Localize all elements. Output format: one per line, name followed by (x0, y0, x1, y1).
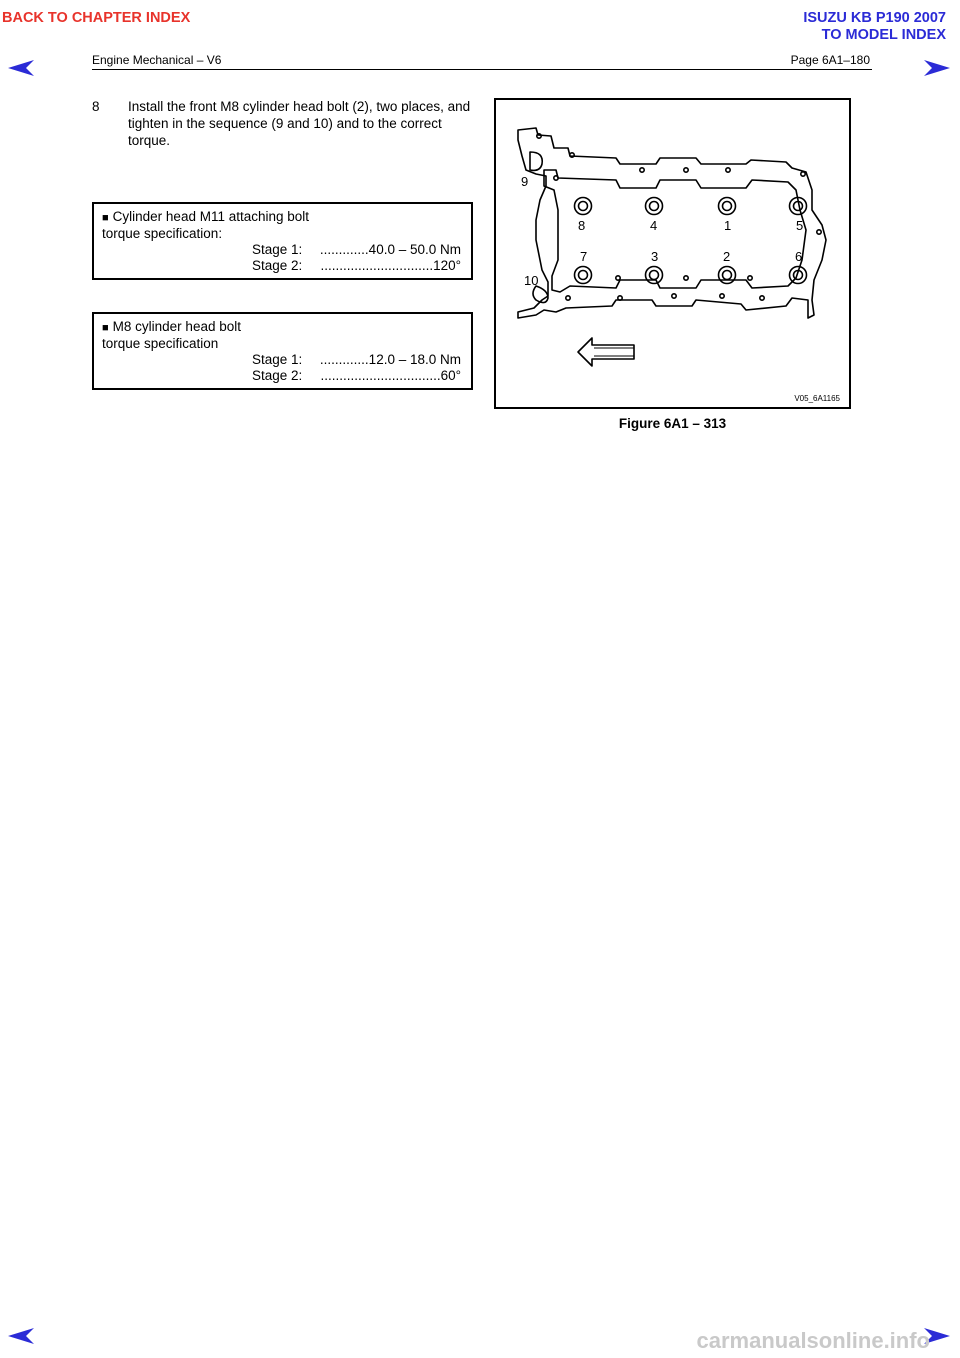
spec-subtitle: torque specification: (102, 226, 223, 241)
sequence-label-9: 9 (521, 174, 529, 189)
sequence-label-10: 10 (524, 273, 539, 288)
spec-line1: M8 cylinder head bolt (112, 319, 241, 334)
stage1-label: Stage 1: (252, 352, 303, 367)
stage1-value: .............40.0 – 50.0 Nm (319, 242, 461, 257)
figure-caption: Figure 6A1 – 313 (618, 416, 727, 431)
stage2-label: Stage 2: (252, 368, 303, 383)
torque-spec-box-m11 (92, 202, 473, 280)
torque-spec-box-m8 (92, 312, 473, 390)
page-number: Page 6A1–180 (790, 53, 870, 67)
stage2-value: ..............................120° (320, 258, 461, 273)
sequence-label-4: 4 (650, 218, 658, 233)
step-number: 8 (92, 99, 100, 114)
spec-subtitle: torque specification (102, 336, 219, 351)
sequence-label-3: 3 (651, 249, 659, 264)
cylinder-head-diagram (496, 100, 849, 407)
watermark: carmanualsonline.info (696, 1328, 930, 1353)
stage1-value: .............12.0 – 18.0 Nm (319, 352, 461, 367)
step-text: Install the front M8 cylinder head bolt (2), two places, and tighten in the sequence (9 and 10) and to the correct torque. (128, 99, 471, 148)
sequence-label-2: 2 (723, 249, 731, 264)
sequence-label-6: 6 (795, 249, 803, 264)
stage2-value: ................................60° (320, 368, 461, 383)
cylinder-head-bolt-sequence-figure (494, 98, 851, 409)
header-rule (92, 69, 872, 70)
previous-page-arrow-bottom-icon[interactable] (6, 1326, 36, 1346)
sequence-label-8: 8 (578, 218, 586, 233)
front-direction-arrow-icon (578, 338, 634, 366)
next-page-arrow-icon[interactable] (922, 58, 952, 78)
figure-code: V05_6A1165 (794, 394, 840, 403)
spec-line1: Cylinder head M11 attaching bolt (112, 209, 310, 224)
stage2-label: Stage 2: (252, 258, 303, 273)
section-title: Engine Mechanical – V6 (92, 53, 222, 67)
back-to-chapter-index-link[interactable]: BACK TO CHAPTER INDEX (2, 10, 191, 26)
previous-page-arrow-icon[interactable] (6, 58, 36, 78)
spec-title (102, 319, 461, 336)
sequence-label-7: 7 (580, 249, 588, 264)
stage1-label: Stage 1: (252, 242, 303, 257)
sequence-label-1: 1 (724, 218, 732, 233)
spec-stage2 (102, 258, 461, 274)
model-title: ISUZU KB P190 2007 (803, 10, 946, 26)
bullet-square-icon: ■ (102, 322, 109, 334)
spec-title (102, 209, 461, 226)
spec-stage1 (102, 242, 461, 258)
spec-stage2 (102, 368, 461, 384)
sequence-label-5: 5 (796, 218, 804, 233)
spec-stage1 (102, 352, 461, 368)
model-index-link[interactable] (803, 10, 946, 44)
procedure-step (92, 98, 477, 149)
bullet-square-icon: ■ (102, 212, 109, 224)
to-model-index-label: TO MODEL INDEX (821, 27, 946, 43)
